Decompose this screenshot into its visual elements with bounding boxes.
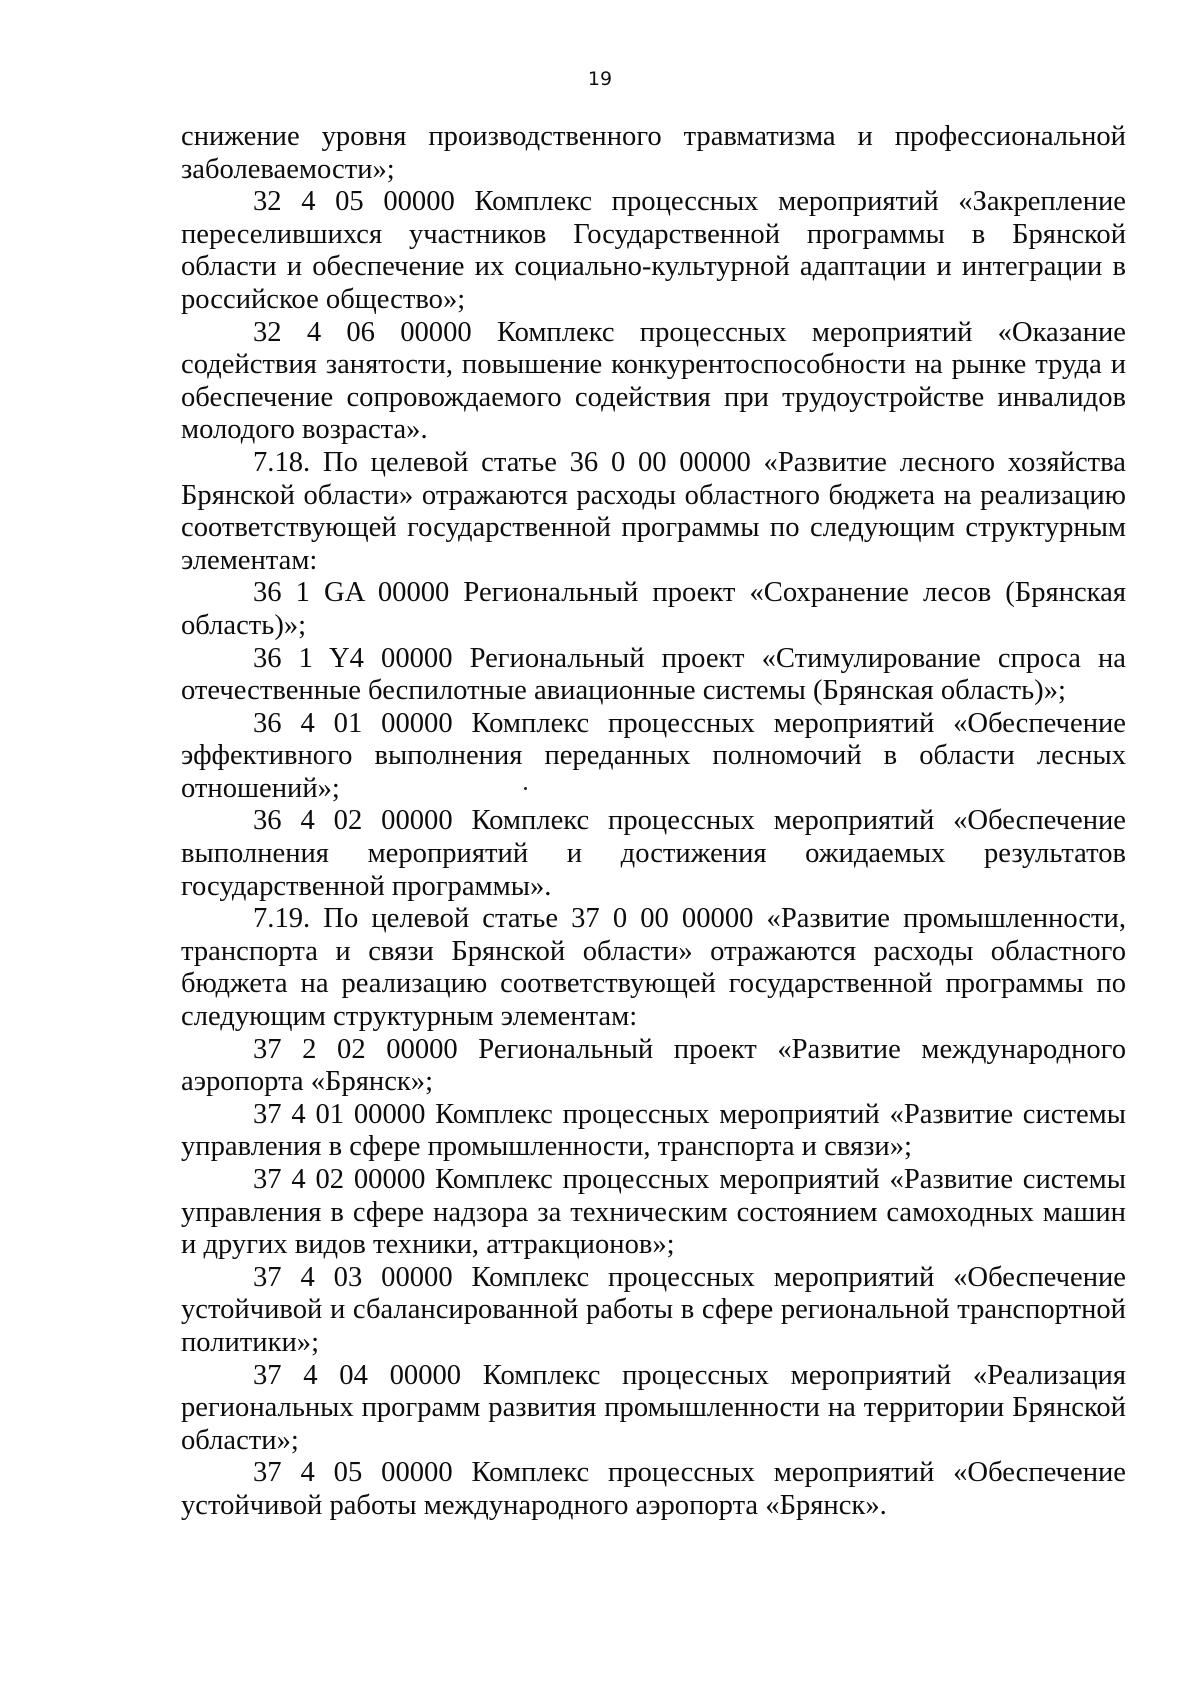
- paragraph-continuation: снижение уровня производственного травматизма и профессиональной заболеваемости»;: [181, 121, 1126, 185]
- paragraph-item-37-4-02: 37 4 02 00000 Комплекс процессных мероприятий «Развитие системы управления в сфере надзора за техническим состоянием самоходных машин и других видов техники, аттракционов»;: [181, 1164, 1126, 1261]
- paragraph-item-36-4-01: 36 4 01 00000 Комплекс процессных мероприятий «Обеспечение эффективного выполнения переданных полномочий в области лесных отношений»;: [181, 707, 1126, 804]
- paragraph-item-36-1-y4: 36 1 Y4 00000 Региональный проект «Стимулирование спроса на отечественные беспилотные авиационные системы (Брянская область)»;: [181, 642, 1126, 707]
- paragraph-item-37-4-04: 37 4 04 00000 Комплекс процессных мероприятий «Реализация региональных программ развития промышленности на территории Брянской области»;: [181, 1359, 1126, 1456]
- document-body: [181, 121, 1126, 1523]
- paragraph-item-36-4-02: 36 4 02 00000 Комплекс процессных мероприятий «Обеспечение выполнения мероприятий и достижения ожидаемых результатов государственной программы».: [181, 805, 1126, 902]
- paragraph-item-32-4-06: 32 4 06 00000 Комплекс процессных мероприятий «Оказание содействия занятости, повышение конкурентоспособности на рынке труда и обеспечение сопровождаемого содействия при трудоустройстве инвалидов молодого возраста».: [181, 316, 1126, 446]
- paragraph-item-32-4-05: 32 4 05 00000 Комплекс процессных мероприятий «Закрепление переселившихся участников Государственной программы в Брянской области и обеспечение их социально-культурной адаптации и интеграции в российское общество»;: [181, 186, 1126, 315]
- page-number: 19: [587, 68, 613, 90]
- scan-speck: [524, 787, 527, 790]
- paragraph-item-37-2-02: 37 2 02 00000 Региональный проект «Развитие международного аэропорта «Брянск»;: [181, 1033, 1126, 1098]
- paragraph-item-37-4-01: 37 4 01 00000 Комплекс процессных мероприятий «Развитие системы управления в сфере промышленности, транспорта и связи»;: [181, 1098, 1126, 1163]
- paragraph-item-36-1-ga: 36 1 GA 00000 Региональный проект «Сохранение лесов (Брянская область)»;: [181, 577, 1126, 641]
- paragraph-item-37-4-03: 37 4 03 00000 Комплекс процессных мероприятий «Обеспечение устойчивой и сбалансированной работы в сфере региональной транспортной политики»;: [181, 1261, 1126, 1358]
- paragraph-item-37-4-05: 37 4 05 00000 Комплекс процессных мероприятий «Обеспечение устойчивой работы международного аэропорта «Брянск».: [181, 1457, 1126, 1521]
- paragraph-section-7-18: 7.18. По целевой статье 36 0 00 00000 «Развитие лесного хозяйства Брянской области» отражаются расходы областного бюджета на реализацию соответствующей государственной программы по следующим структурным элементам:: [181, 446, 1126, 576]
- paragraph-section-7-19: 7.19. По целевой статье 37 0 00 00000 «Развитие промышленности, транспорта и связи Брянской области» отражаются расходы областного бюджета на реализацию соответствующей государственной программы по следующим структурным элементам:: [181, 903, 1126, 1033]
